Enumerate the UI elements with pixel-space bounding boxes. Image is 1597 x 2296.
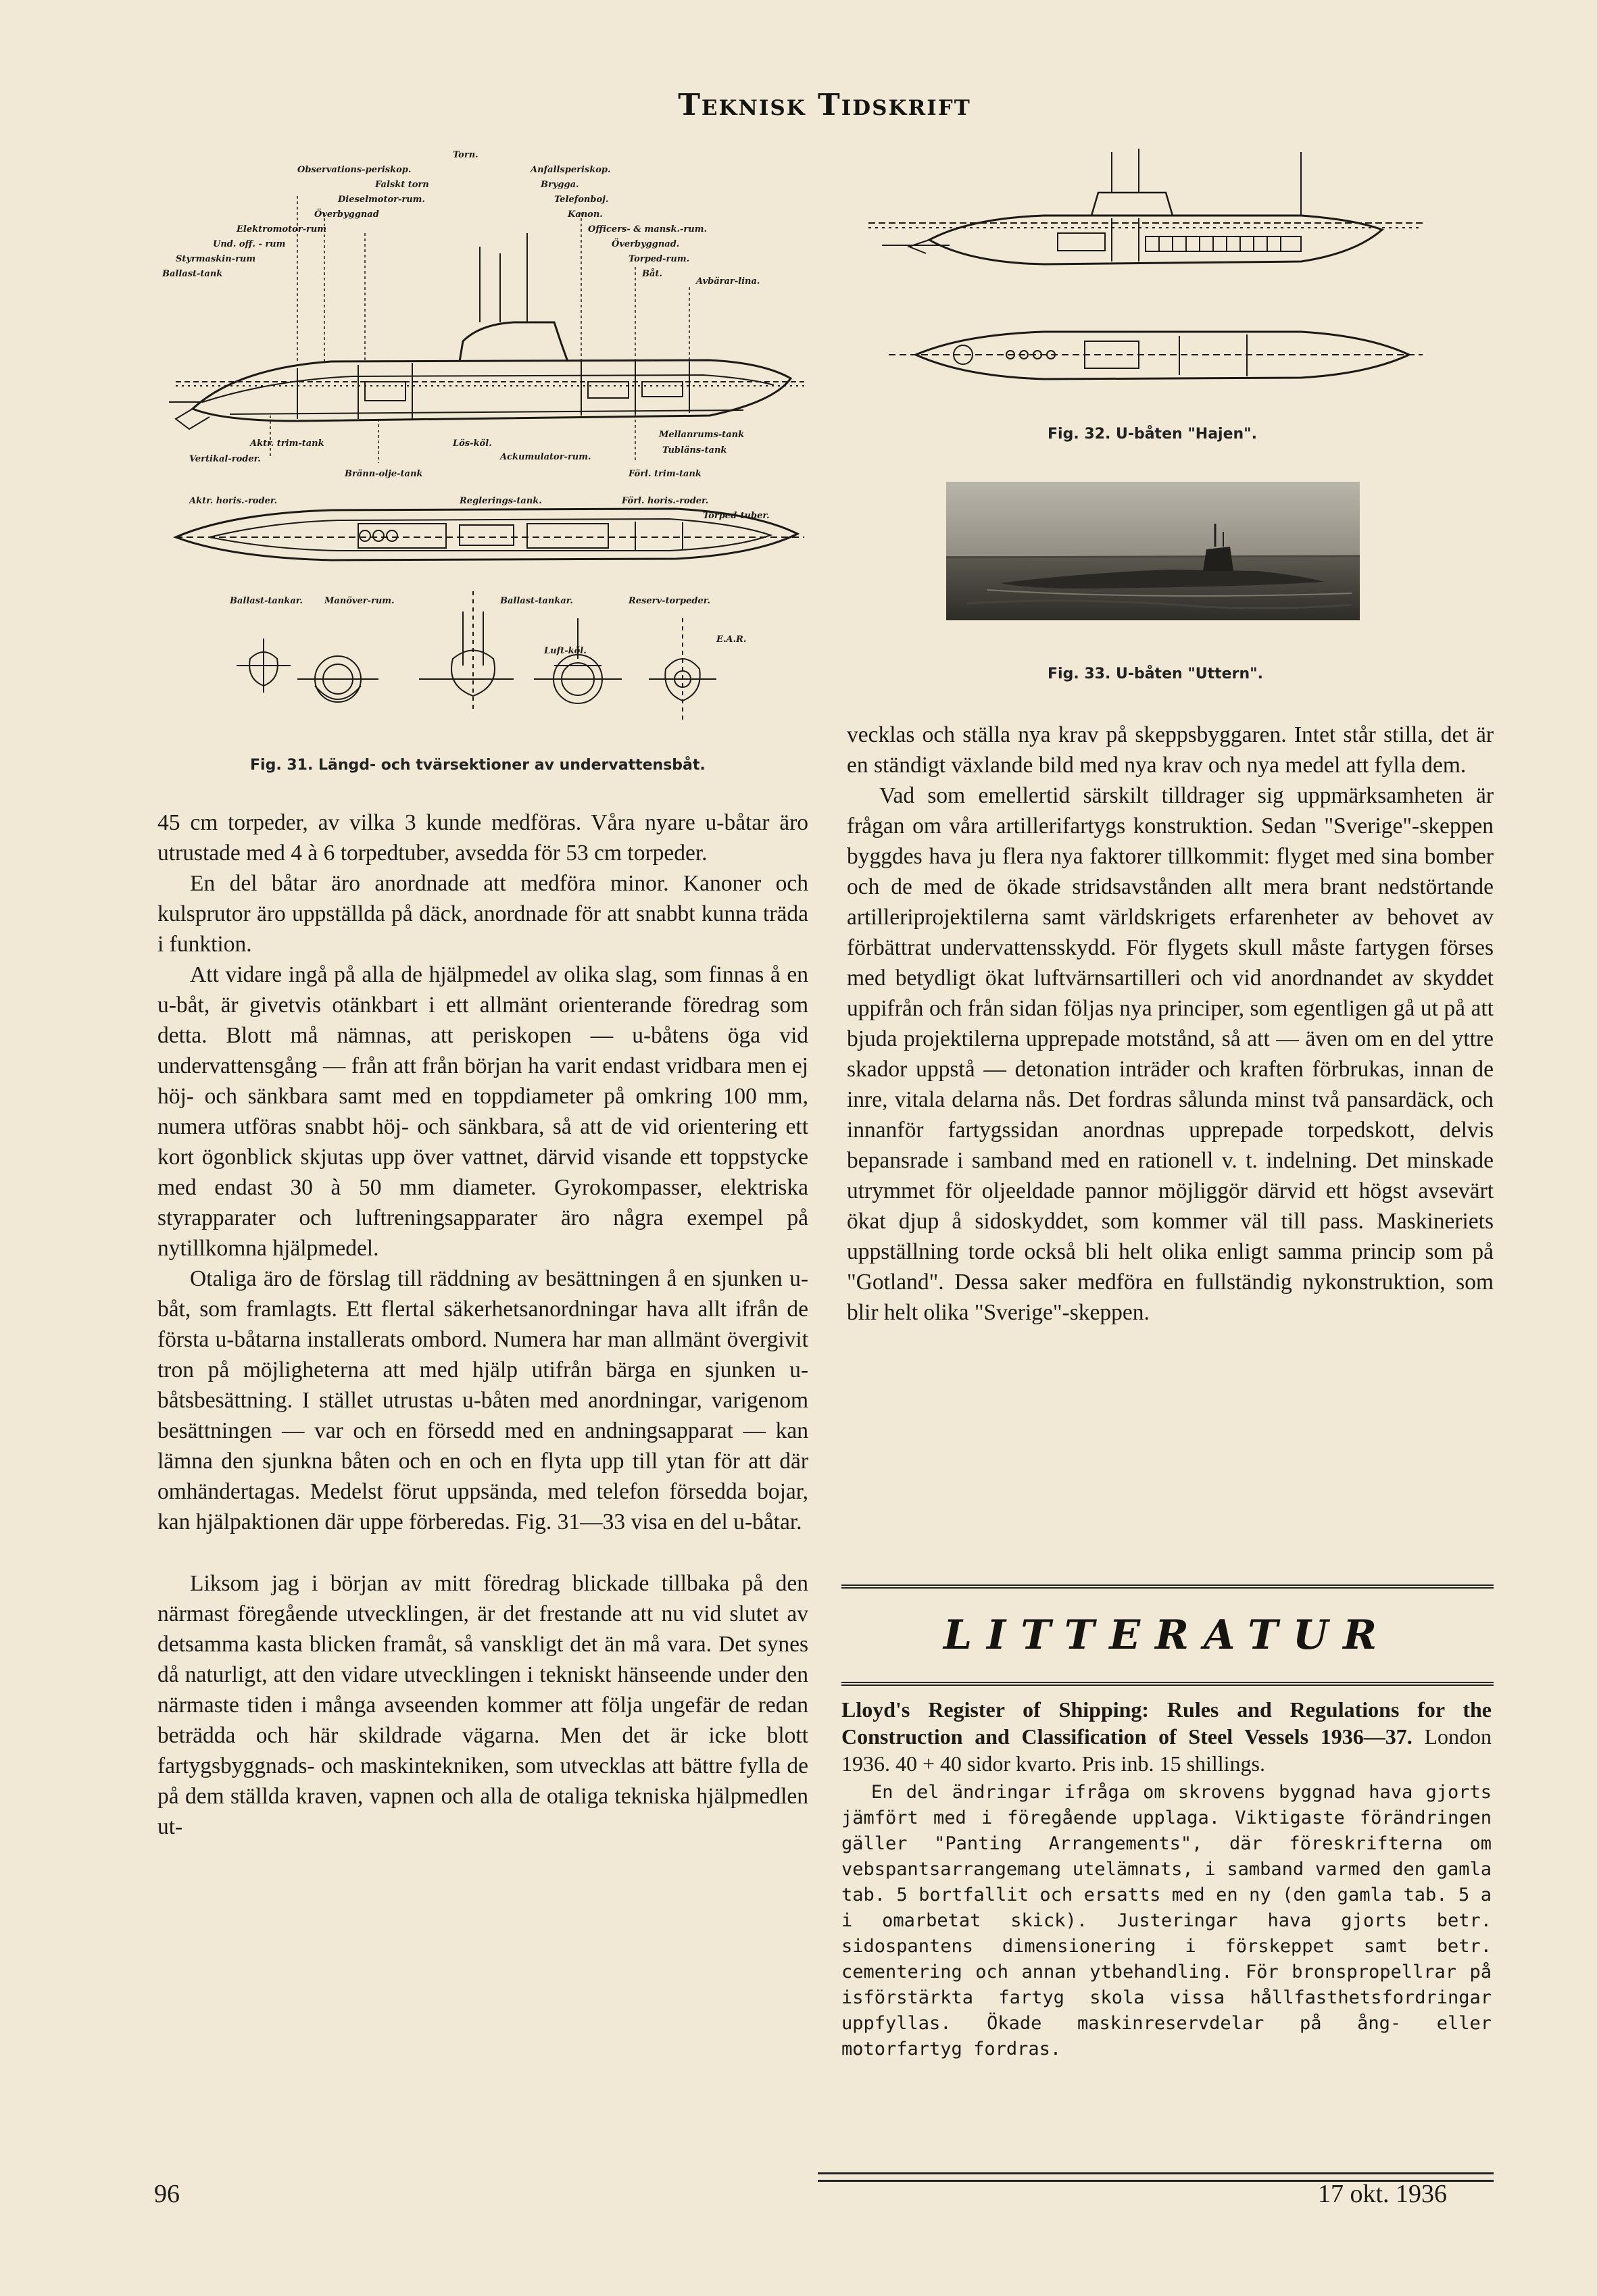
fig31-label: Ballast-tank — [162, 269, 223, 279]
review-publication-info: London 1936. 40 + 40 sidor kvarto. Pris inb. 15 shillings. — [841, 1724, 1492, 1776]
fig31-label: Telefonboj. — [554, 195, 609, 205]
book-review — [841, 1696, 1492, 2062]
fig31-label: Ballast-tankar. — [230, 596, 303, 606]
paragraph: Otaliga äro de förslag till räddning av besättningen å en sjunken u-båt, som framlagts. Ett flertal säkerhetsanordningar hava allt ifrån de första u-båtarna installerats ombord. Numera har man allmänt övergivit tron på möjligheterna att med hjälp utifrån bärga en sjunken u-båtsbesättning. I stället utrustas u-båten med anordningar, varigenom besättningen — var och en försedd med en andningsapparat — kan lämna den sjunkna båten och en och en flyta upp till ytan för att där omhändertagas. Medelst förut uppsända, med telefon försedda bojar, kan hjälpaktionen där uppe förberedas. Fig. 31—33 visa en del u-båtar. — [157, 1266, 808, 1534]
fig31-label: Tubläns-tank — [662, 445, 727, 455]
fig31-label: Mellanrums-tank — [659, 430, 745, 440]
fig31-label: Reglerings-tank. — [460, 496, 542, 506]
fig31-label: Avbärar-lina. — [696, 276, 760, 286]
fig31-label: Aktr. trim-tank — [250, 439, 324, 449]
paragraph: 45 cm torpeder, av vilka 3 kunde medföras. Våra nyare u-båtar äro utrustade med 4 à 6 torpedtuber, avsedda för 53 cm torpeder. — [157, 810, 808, 866]
fig31-label: Observations-periskop. — [297, 165, 412, 175]
fig31-label: Torped-rum. — [629, 254, 690, 264]
review-title: Lloyd's Register of Shipping: Rules and Regulations for the Construction and Classification of Steel Vessels 1936—37. — [841, 1697, 1492, 1749]
fig31-caption: Fig. 31. Längd- och tvärsektioner av undervattensbåt. — [250, 757, 706, 774]
fig31-label: Dieselmotor-rum. — [338, 195, 425, 205]
fig33-caption: Fig. 33. U-båten "Uttern". — [1048, 666, 1263, 682]
litteratur-heading-box — [841, 1584, 1494, 1686]
litteratur-title: LITTERATUR — [943, 1612, 1392, 1659]
fig31-label: Båt. — [642, 269, 662, 279]
paragraph: vecklas och ställa nya krav på skeppsbyggaren. Intet står stilla, det är en ständigt växlande bild med nya krav och nya medel att fylla dem. — [847, 722, 1494, 778]
paragraph: Liksom jag i början av mitt föredrag blickade tillbaka på den närmast föregående utvecklingen, är det frestande att nu vid slutet av detsamma kasta blicken framåt, så vanskligt det än må vara. Det synes då naturligt, att den vidare utvecklingen i tekniskt hänseende under den närmaste tiden i många avseenden kommer att följa ungefär de redan beträdda och här skildrade vägarna. Men det är icke blott fartygsbyggnads- och maskintekniken, som utvecklas att bättre fylla de på dem ställda kraven, vapnen och alla de otaliga tekniska hjälpmedlen ut- — [157, 1571, 808, 1839]
paragraph: Att vidare ingå på alla de hjälpmedel av olika slag, som finnas å en u-båt, är givetvis otänkbart i ett allmänt orienterande föredrag som detta. Blott må nämnas, att periskopen — u-båtens öga vid undervattensgång — från att från början ha varit endast vridbara men ej höj- och sänkbara samt med en toppdiameter på omkring 100 mm, numera utföras snabbt höj- och sänkbara, så att de vid orientering ett kort ögonblick skjutas upp över vattnet, därvid visande ett toppstycke med endast 30 à 50 mm diameter. Gyrokompasser, elektriska styrapparater och luftreningsapparater äro några exempel på nytillkomna hjälpmedel. — [157, 962, 808, 1261]
fig33-photograph — [946, 482, 1360, 620]
fig31-label: Reserv-torpeder. — [629, 596, 710, 606]
fig32-submarine-drawing — [868, 145, 1423, 416]
fig31-label: Luft-köl. — [544, 646, 587, 656]
fig31-signature: E.A.R. — [716, 634, 747, 645]
right-column — [847, 720, 1494, 1328]
fig31-label: Vertikal-roder. — [189, 454, 261, 464]
review-heading — [841, 1696, 1492, 1777]
fig32-caption: Fig. 32. U-båten "Hajen". — [1048, 426, 1257, 443]
fig31-label: Aktr. horis.-roder. — [189, 496, 278, 506]
fig31-submarine-sections — [162, 145, 811, 747]
fig31-label: Styrmaskin-rum — [176, 254, 256, 264]
fig31-label: Falskt torn — [375, 180, 429, 190]
fig31-label: Bränn-olje-tank — [345, 469, 423, 479]
fig31-label: Torn. — [453, 150, 478, 160]
page-number: 96 — [154, 2180, 180, 2208]
fig31-label: Elektromotor-rum — [237, 224, 327, 234]
fig31-label: Und. off. - rum — [213, 239, 286, 249]
fig31-label: Kanon. — [568, 209, 603, 220]
fig31-label: Torped-tuber. — [703, 511, 770, 521]
review-body: En del ändringar ifråga om skrovens byggnad hava gjorts jämfört med i föregående upplaga. Viktigaste förändringen gäller "Panting Arrangements", där föreskrifterna om vebspantsarrangemang utelämnats, i samband varmed den gamla tab. 5 bortfallit och ersatts med en ny (den gamla tab. 5 a i omarbetat skick). Justeringar hava gjorts betr. sidospantens dimensionering i förskeppet samt betr. cementering och annan ytbehandling. För bronspropellrar på isförstärkta fartyg skola vissa hållfasthetsfordringar uppfyllas. Ökade maskinreservdelar på ång- eller motorfartyg fordras. — [841, 1782, 1492, 2060]
fig31-label: Officers- & mansk.-rum. — [588, 224, 708, 234]
fig31-label: Överbyggnad — [314, 209, 379, 220]
fig31-label: Manöver-rum. — [324, 596, 395, 606]
journal-title: Teknisk Tidskrift — [678, 87, 971, 122]
paragraph: En del båtar äro anordnade att medföra minor. Kanoner och kulsprutor äro uppställda på däck, anordnade för att snabbt kunna träda i funktion. — [157, 871, 808, 957]
fig31-label: Anfallsperiskop. — [531, 165, 611, 175]
left-column — [157, 807, 808, 1842]
fig31-label: Förl. trim-tank — [629, 469, 702, 479]
paragraph: Vad som emellertid särskilt tilldrager sig uppmärksamheten är frågan om våra artillerifartygs konstruktion. Sedan "Sverige"-skeppen byggdes hava ju flera nya faktorer tillkommit: flyget med sina bomber och de med de ökade stridsavstånden allt mera brant nedstörtande artilleriprojektilerna samt världskrigets erfarenheter av behovet av förbättrat undervattensskydd. För flygets skull måste fartygen förses med betydligt ökat luftvärnsartilleri och vid anordnandet av skyddet uppifrån och från sidan följas nya principer, som egentligen gå ut på att bjuda projektilerna upprepade motstånd, så att — även om en del yttre skador uppstå — detonation inträder och kraften förbrukas, innan de inre, vitala delarna nås. Det fordras sålunda minst två pansardäck, och innanför fartygssidan anordnas upprepade torpedskott, delvis bepansrade i samband med en rationell v. t. indelning. Det minskade utrymmet för oljeeldade pannor möjliggör därvid ett högst avsevärt ökat djup å sidoskyddet, som kommer väl till pass. Maskineriets uppställning torde också bli helt olika enligt samma princip som på "Gotland". Dessa saker medföra en fullständig nykonstruktion, som blir helt olika "Sverige"-skeppen. — [847, 783, 1494, 1325]
fig31-label: Ackumulator-rum. — [500, 452, 591, 462]
fig31-label: Förl. horis.-roder. — [622, 496, 709, 506]
issue-date: 17 okt. 1936 — [1318, 2180, 1448, 2208]
fig31-label: Lös-köl. — [453, 439, 492, 449]
fig31-label: Brygga. — [541, 180, 579, 190]
fig31-label: Överbyggnad. — [612, 239, 680, 249]
fig31-label: Ballast-tankar. — [500, 596, 573, 606]
